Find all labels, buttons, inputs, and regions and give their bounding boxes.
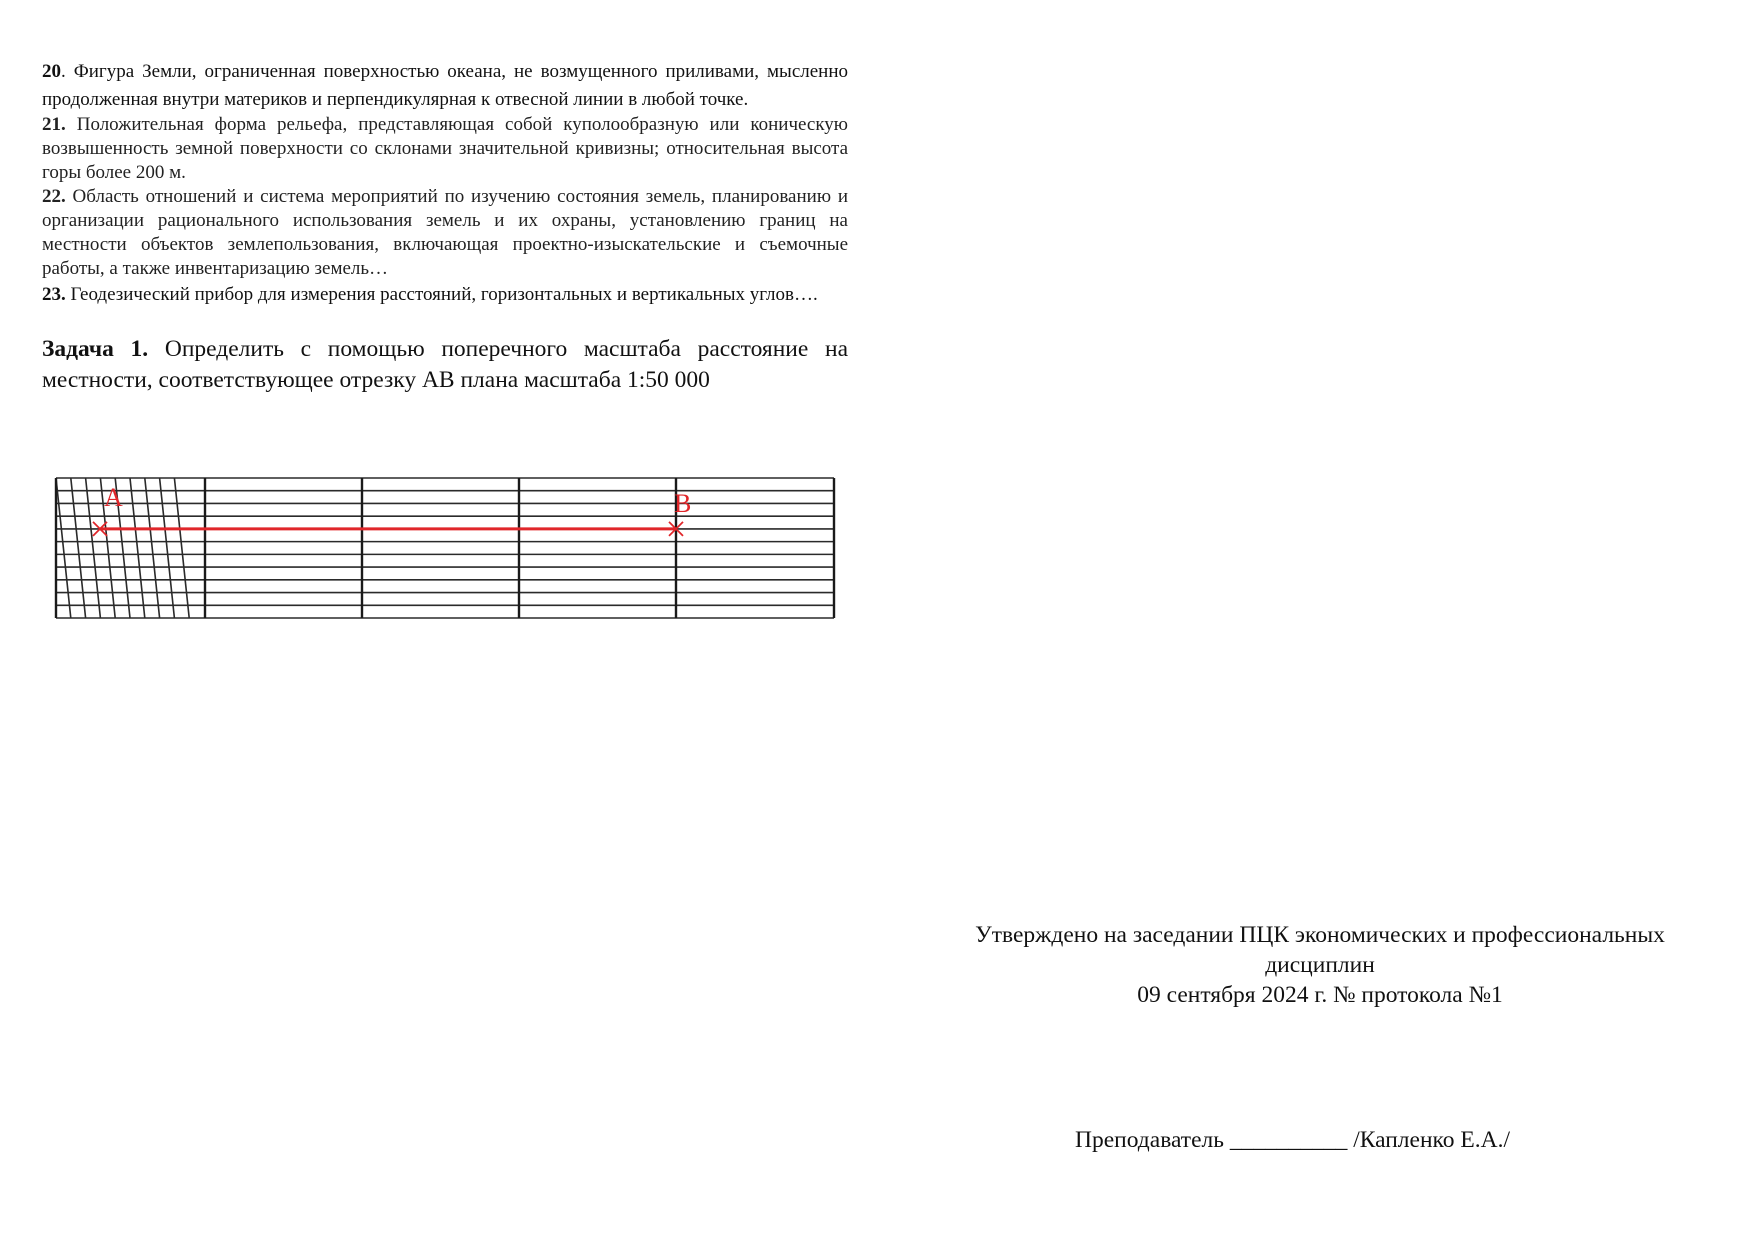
question-text: Область отношений и система мероприятий по изучению состояния земель, планированию и организации рационального использования земель и их охраны, установлению границ на местности объектов землепользования, включающая проектно-изыскательские и съемочные работы, а также инвентаризацию земель… xyxy=(42,186,848,279)
teacher-signature: Преподаватель __________ /Капленко Е.А./ xyxy=(1075,1127,1510,1153)
scale-transversal-line xyxy=(174,478,189,618)
scale-transversal-line xyxy=(145,478,160,618)
approval-block xyxy=(930,920,1710,1010)
question-20 xyxy=(42,58,848,113)
question-number: 22. xyxy=(42,186,66,207)
task-1 xyxy=(42,334,848,396)
scale-transversal-line xyxy=(130,478,145,618)
scale-transversal-line xyxy=(160,478,175,618)
task-label: Задача 1. xyxy=(42,336,149,362)
questions-column xyxy=(42,58,848,396)
scale-transversal-line xyxy=(86,478,101,618)
question-text: Положительная форма рельефа, представляющая собой куполообразную или коническую возвышенность земной поверхности со склонами значительной кривизны; относительная высота горы более 200 м. xyxy=(42,114,848,183)
question-23 xyxy=(42,281,848,308)
question-number: 23. xyxy=(42,284,66,305)
transversal-scale-figure xyxy=(50,470,840,620)
point-a-label: А xyxy=(104,483,123,512)
approval-line-3: 09 сентября 2024 г. № протокола №1 xyxy=(1137,982,1503,1008)
question-number: 20 xyxy=(42,61,61,82)
approval-line-1: Утверждено на заседании ПЦК экономических и профессиональных xyxy=(975,922,1665,948)
task-text: Определить с помощью поперечного масштаба расстояние на местности, соответствующее отрезку АВ плана масштаба 1:50 000 xyxy=(42,336,848,393)
question-21 xyxy=(42,113,848,185)
scale-transversal-line xyxy=(71,478,86,618)
scale-transversal-line xyxy=(56,478,71,618)
question-text: Геодезический прибор для измерения расстояний, горизонтальных и вертикальных углов…. xyxy=(65,284,818,305)
transversal-scale-grid xyxy=(50,470,840,620)
point-b-label: В xyxy=(674,489,692,518)
approval-line-2: дисциплин xyxy=(1265,952,1375,978)
question-number: 21. xyxy=(42,114,66,135)
question-22 xyxy=(42,185,848,281)
question-text: . Фигура Земли, ограниченная поверхностью океана, не возмущенного приливами, мысленно продолженная внутри материков и перпендикулярная к отвесной линии в любой точке. xyxy=(42,61,848,110)
